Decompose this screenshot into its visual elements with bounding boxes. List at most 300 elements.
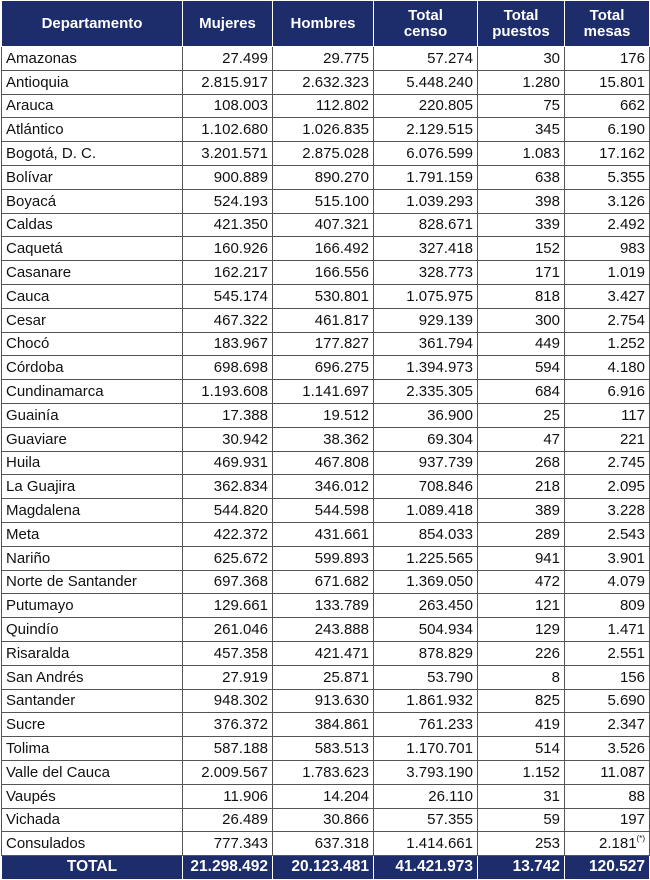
cell-total-puestos xyxy=(478,284,565,308)
table-row xyxy=(2,261,650,285)
cell-hombres xyxy=(273,332,374,356)
cell-value: 376.372 xyxy=(213,716,268,734)
cell-value: 1.783.623 xyxy=(302,763,369,781)
cell-departamento xyxy=(2,142,183,166)
cell-value: 1.075.975 xyxy=(406,287,473,305)
cell-value: 177.827 xyxy=(314,335,369,353)
table-row xyxy=(2,237,650,261)
cell-total-mesas xyxy=(565,618,650,642)
cell-hombres xyxy=(273,237,374,261)
cell-value: 696.275 xyxy=(314,359,369,377)
cell-hombres xyxy=(273,689,374,713)
cell-value: 5.448.240 xyxy=(406,73,473,91)
cell-value: 166.492 xyxy=(314,240,369,258)
cell-total-mesas xyxy=(565,641,650,665)
header-line: Total xyxy=(408,6,443,24)
cell-hombres xyxy=(273,808,374,832)
cell-value: 407.321 xyxy=(314,216,369,234)
table-row xyxy=(2,356,650,380)
cell-mujeres xyxy=(183,118,273,142)
cell-total-censo xyxy=(374,237,478,261)
cell-value: 913.630 xyxy=(314,692,369,710)
cell-value: 14.204 xyxy=(323,787,369,805)
cell-hombres xyxy=(273,213,374,237)
cell-value: 162.217 xyxy=(213,264,268,282)
cell-total-censo xyxy=(374,522,478,546)
table-row xyxy=(2,451,650,475)
cell-value: 1.791.159 xyxy=(406,168,473,186)
cell-value: 30.866 xyxy=(323,811,369,829)
cell-total-mesas xyxy=(565,118,650,142)
cell-value: Bolívar xyxy=(6,168,53,186)
cell-value: 697.368 xyxy=(213,573,268,591)
cell-total-puestos xyxy=(478,261,565,285)
cell-value: 3.228 xyxy=(607,502,645,520)
cell-mujeres xyxy=(183,475,273,499)
cell-value: 3.201.571 xyxy=(201,145,268,163)
cell-departamento xyxy=(2,70,183,94)
cell-value: 2.009.567 xyxy=(201,763,268,781)
cell-value: 3.427 xyxy=(607,287,645,305)
cell-total-mesas xyxy=(565,522,650,546)
cell-value: 514 xyxy=(534,740,560,757)
cell-total-puestos xyxy=(478,308,565,332)
cell-mujeres xyxy=(183,284,273,308)
table-row xyxy=(2,213,650,237)
cell-mujeres xyxy=(183,808,273,832)
cell-hombres xyxy=(273,47,374,71)
cell-value: 30.942 xyxy=(222,430,268,448)
cell-hombres xyxy=(273,165,374,189)
cell-mujeres xyxy=(183,213,273,237)
table-row xyxy=(2,284,650,308)
cell-hombres xyxy=(273,94,374,118)
cell-total-mesas xyxy=(565,808,650,832)
cell-hombres xyxy=(273,760,374,784)
cell-value: 469.931 xyxy=(213,454,268,472)
table-row xyxy=(2,332,650,356)
cell-value: 2.492 xyxy=(607,216,645,234)
cell-total-censo xyxy=(374,784,478,808)
cell-value: 3.793.190 xyxy=(406,763,473,781)
cell-total-censo xyxy=(374,142,478,166)
cell-total-censo xyxy=(374,332,478,356)
cell-total-censo xyxy=(374,832,478,856)
table-row xyxy=(2,641,650,665)
table-row xyxy=(2,475,650,499)
cell-value: 197 xyxy=(619,811,645,829)
cell-value: 878.829 xyxy=(418,644,473,662)
cell-value: 2.551 xyxy=(607,644,645,662)
cell-value: 36.900 xyxy=(427,406,473,424)
cell-value: 346.012 xyxy=(314,478,369,496)
cell-value: Putumayo xyxy=(6,597,74,615)
cell-total-mesas xyxy=(565,237,650,261)
table-row xyxy=(2,70,650,94)
cell-value: 708.846 xyxy=(418,478,473,496)
cell-total-censo xyxy=(374,713,478,737)
table-row xyxy=(2,784,650,808)
cell-value: 449 xyxy=(534,335,560,353)
cell-value: Risaralda xyxy=(6,644,70,662)
cell-mujeres xyxy=(183,261,273,285)
cell-value: 777.343 xyxy=(213,835,268,853)
cell-hombres xyxy=(273,475,374,499)
cell-departamento xyxy=(2,499,183,523)
cell-total-puestos xyxy=(478,189,565,213)
cell-departamento xyxy=(2,261,183,285)
header-line: Total xyxy=(503,6,539,24)
cell-total-censo xyxy=(374,618,478,642)
cell-hombres xyxy=(273,594,374,618)
cell-value: 2.181 xyxy=(599,835,637,853)
cell-total-puestos xyxy=(478,403,565,427)
cell-value: 3.526 xyxy=(607,740,645,757)
cell-value: 2.815.917 xyxy=(201,73,268,91)
cell-value: 59 xyxy=(543,811,560,829)
cell-value: 941 xyxy=(534,549,560,567)
cell-mujeres xyxy=(183,570,273,594)
cell-value: Vichada xyxy=(6,811,60,829)
cell-value: 268 xyxy=(534,454,560,472)
cell-total-puestos xyxy=(478,713,565,737)
cell-value: Quindío xyxy=(6,621,59,639)
cell-total-censo xyxy=(374,94,478,118)
cell-value: 1.193.608 xyxy=(201,383,268,401)
cell-value: 152 xyxy=(534,240,560,258)
cell-value: 53.790 xyxy=(427,668,473,686)
cell-value: 171 xyxy=(534,264,560,282)
cell-value: 431.661 xyxy=(314,525,369,543)
cell-total-mesas xyxy=(565,94,650,118)
cell-value: 4.180 xyxy=(607,359,645,377)
cell-mujeres xyxy=(183,451,273,475)
total-label: TOTAL xyxy=(2,856,183,880)
cell-value: 1.083 xyxy=(522,145,560,163)
cell-total-censo xyxy=(374,641,478,665)
cell-hombres xyxy=(273,261,374,285)
cell-value: 117 xyxy=(621,406,645,424)
cell-value: 1.170.701 xyxy=(406,740,473,757)
cell-value: Arauca xyxy=(6,97,54,115)
cell-value: 300 xyxy=(534,311,560,329)
cell-value: 361.794 xyxy=(418,335,473,353)
cell-value: Norte de Santander xyxy=(6,573,137,591)
cell-value: 809 xyxy=(619,597,645,615)
cell-total-mesas xyxy=(565,546,650,570)
cell-departamento xyxy=(2,118,183,142)
table-row xyxy=(2,47,650,71)
cell-value: 27.919 xyxy=(222,668,268,686)
cell-value: Atlántico xyxy=(6,121,64,139)
cell-value: 121 xyxy=(534,597,560,615)
cell-mujeres xyxy=(183,832,273,856)
cell-value: 339 xyxy=(534,216,560,234)
cell-total-censo xyxy=(374,689,478,713)
cell-total-censo xyxy=(374,546,478,570)
cell-value: Casanare xyxy=(6,264,72,282)
cell-total-censo xyxy=(374,308,478,332)
cell-total-mesas xyxy=(565,832,650,856)
cell-departamento xyxy=(2,94,183,118)
cell-value: 129.661 xyxy=(213,597,268,615)
cell-value: 1.102.680 xyxy=(201,121,268,139)
cell-value: 937.739 xyxy=(418,454,473,472)
cell-value: 457.358 xyxy=(213,644,268,662)
cell-value: 530.801 xyxy=(314,287,369,305)
cell-value: 129 xyxy=(534,621,560,639)
cell-total-puestos xyxy=(478,808,565,832)
cell-departamento xyxy=(2,380,183,404)
cell-total-puestos xyxy=(478,594,565,618)
cell-value: 29.775 xyxy=(323,49,369,67)
cell-departamento xyxy=(2,332,183,356)
header-line: Mujeres xyxy=(199,14,256,32)
cell-value: Caldas xyxy=(6,216,53,234)
cell-value: Guaviare xyxy=(6,430,67,448)
cell-hombres xyxy=(273,665,374,689)
cell-total-censo xyxy=(374,737,478,761)
cell-hombres xyxy=(273,380,374,404)
cell-mujeres xyxy=(183,356,273,380)
cell-value: 25.871 xyxy=(323,668,369,686)
cell-value: 1.152 xyxy=(522,763,560,781)
cell-value: 5.355 xyxy=(607,168,645,186)
cell-value: 1.026.835 xyxy=(302,121,369,139)
cell-value: 398 xyxy=(534,192,560,210)
cell-total-mesas xyxy=(565,284,650,308)
header-line: Total xyxy=(589,6,625,24)
cell-value: 1.471 xyxy=(607,621,645,639)
cell-value: 825 xyxy=(534,692,560,710)
cell-value: 983 xyxy=(619,240,645,258)
cell-total-censo xyxy=(374,403,478,427)
cell-departamento xyxy=(2,665,183,689)
table-row xyxy=(2,118,650,142)
cell-total-censo xyxy=(374,760,478,784)
cell-value: 133.789 xyxy=(314,597,369,615)
cell-value: 698.698 xyxy=(213,359,268,377)
cell-total-puestos xyxy=(478,522,565,546)
cell-total-mesas xyxy=(565,665,650,689)
cell-value: 2.632.323 xyxy=(302,73,369,91)
cell-value: 1.225.565 xyxy=(406,549,473,567)
cell-hombres xyxy=(273,308,374,332)
cell-value: 226 xyxy=(534,644,560,662)
cell-value: Chocó xyxy=(6,335,50,353)
cell-total-censo xyxy=(374,189,478,213)
cell-value: 31 xyxy=(543,787,560,805)
cell-total-mesas xyxy=(565,784,650,808)
cell-departamento xyxy=(2,427,183,451)
cell-total-mesas xyxy=(565,451,650,475)
cell-value: Sucre xyxy=(6,716,46,734)
cell-value: 583.513 xyxy=(314,740,369,757)
cell-departamento xyxy=(2,618,183,642)
header-line: Departamento xyxy=(41,14,143,32)
cell-value: 345 xyxy=(534,121,560,139)
cell-departamento xyxy=(2,546,183,570)
cell-departamento xyxy=(2,213,183,237)
cell-total-puestos xyxy=(478,47,565,71)
cell-mujeres xyxy=(183,380,273,404)
cell-value: Magdalena xyxy=(6,502,81,520)
cell-total-puestos xyxy=(478,689,565,713)
cell-total-puestos xyxy=(478,94,565,118)
cell-value: 419 xyxy=(534,716,560,734)
cell-value: 1.039.293 xyxy=(406,192,473,210)
cell-value: 69.304 xyxy=(427,430,473,448)
cell-hombres xyxy=(273,737,374,761)
cell-total-mesas xyxy=(565,713,650,737)
header-hombres xyxy=(273,1,374,47)
cell-total-mesas xyxy=(565,499,650,523)
total-hombres: 20.123.481 xyxy=(273,856,374,880)
header-line: censo xyxy=(403,22,448,40)
table-row xyxy=(2,94,650,118)
cell-value: 929.139 xyxy=(418,311,473,329)
cell-value: Amazonas xyxy=(6,49,77,67)
cell-total-mesas xyxy=(565,332,650,356)
cell-value: 524.193 xyxy=(213,192,268,210)
cell-value: 467.808 xyxy=(314,454,369,472)
cell-value: 263.450 xyxy=(418,597,473,615)
cell-value: 5.690 xyxy=(607,692,645,710)
cell-total-censo xyxy=(374,451,478,475)
cell-value: 389 xyxy=(534,502,560,520)
table-header xyxy=(2,1,650,47)
cell-value: Guainía xyxy=(6,406,59,424)
cell-value: 19.512 xyxy=(323,406,369,424)
cell-value: 243.888 xyxy=(314,621,369,639)
cell-value: Vaupés xyxy=(6,787,56,805)
cell-mujeres xyxy=(183,332,273,356)
cell-value: 2.347 xyxy=(607,716,645,734)
cell-value: 183.967 xyxy=(213,335,268,353)
cell-value: 57.355 xyxy=(427,811,473,829)
cell-hombres xyxy=(273,570,374,594)
table-row xyxy=(2,546,650,570)
cell-mujeres xyxy=(183,689,273,713)
table-row xyxy=(2,689,650,713)
cell-value: 6.916 xyxy=(607,383,645,401)
cell-value: 75 xyxy=(543,97,560,115)
cell-value: 4.079 xyxy=(607,573,645,591)
cell-value: 2.129.515 xyxy=(406,121,473,139)
cell-value: 1.414.661 xyxy=(406,835,473,853)
cell-mujeres xyxy=(183,618,273,642)
header-total-mesas xyxy=(565,1,650,47)
cell-mujeres xyxy=(183,165,273,189)
cell-value: 384.861 xyxy=(314,716,369,734)
cell-value: 57.274 xyxy=(427,49,473,67)
cell-value: Cundinamarca xyxy=(6,383,104,401)
cell-value: 599.893 xyxy=(314,549,369,567)
cell-total-mesas xyxy=(565,475,650,499)
cell-value: 253 xyxy=(534,835,560,853)
cell-value: Huila xyxy=(6,454,41,472)
cell-value: 6.190 xyxy=(607,121,645,139)
cell-hombres xyxy=(273,522,374,546)
cell-departamento xyxy=(2,689,183,713)
cell-value: 27.499 xyxy=(222,49,268,67)
cell-value: 166.556 xyxy=(314,264,369,282)
cell-value: 890.270 xyxy=(314,168,369,186)
cell-value: 261.046 xyxy=(213,621,268,639)
table-row xyxy=(2,737,650,761)
cell-mujeres xyxy=(183,70,273,94)
cell-value: Cauca xyxy=(6,287,50,305)
header-departamento xyxy=(2,1,183,47)
cell-departamento xyxy=(2,356,183,380)
cell-departamento xyxy=(2,47,183,71)
cell-total-mesas xyxy=(565,760,650,784)
header-line: puestos xyxy=(492,22,550,40)
cell-value: 2.335.305 xyxy=(406,383,473,401)
cell-value: Boyacá xyxy=(6,192,57,210)
table-row xyxy=(2,713,650,737)
cell-total-mesas xyxy=(565,403,650,427)
cell-hombres xyxy=(273,356,374,380)
cell-departamento xyxy=(2,641,183,665)
cell-value: 671.682 xyxy=(314,573,369,591)
cell-total-mesas xyxy=(565,737,650,761)
cell-value: 638 xyxy=(534,168,560,186)
cell-hombres xyxy=(273,189,374,213)
cell-mujeres xyxy=(183,403,273,427)
cell-value: Santander xyxy=(6,692,76,710)
cell-total-mesas xyxy=(565,689,650,713)
cell-total-puestos xyxy=(478,213,565,237)
cell-value: 948.302 xyxy=(213,692,268,710)
table-row xyxy=(2,832,650,856)
cell-hombres xyxy=(273,641,374,665)
cell-value: 504.934 xyxy=(418,621,473,639)
cell-departamento xyxy=(2,570,183,594)
cell-value: 761.233 xyxy=(418,716,473,734)
cell-value: 25 xyxy=(543,406,560,424)
cell-mujeres xyxy=(183,189,273,213)
cell-mujeres xyxy=(183,237,273,261)
cell-value: 461.817 xyxy=(314,311,369,329)
cell-value: 17.162 xyxy=(599,145,645,163)
cell-total-mesas xyxy=(565,380,650,404)
cell-total-mesas xyxy=(565,142,650,166)
cell-departamento xyxy=(2,808,183,832)
cell-mujeres xyxy=(183,142,273,166)
table-row xyxy=(2,427,650,451)
cell-value: 421.471 xyxy=(314,644,369,662)
cell-value: 1.089.418 xyxy=(406,502,473,520)
cell-value: 15.801 xyxy=(599,73,645,91)
cell-mujeres xyxy=(183,308,273,332)
cell-total-censo xyxy=(374,499,478,523)
table-row xyxy=(2,594,650,618)
cell-mujeres xyxy=(183,665,273,689)
cell-value: 587.188 xyxy=(213,740,268,757)
cell-total-mesas xyxy=(565,594,650,618)
cell-total-censo xyxy=(374,261,478,285)
cell-mujeres xyxy=(183,594,273,618)
cell-mujeres xyxy=(183,760,273,784)
cell-value: 2.745 xyxy=(607,454,645,472)
cell-total-puestos xyxy=(478,618,565,642)
cell-departamento xyxy=(2,784,183,808)
table-row xyxy=(2,522,650,546)
cell-value: 327.418 xyxy=(418,240,473,258)
cell-value: 108.003 xyxy=(213,97,268,115)
cell-value: 289 xyxy=(534,525,560,543)
